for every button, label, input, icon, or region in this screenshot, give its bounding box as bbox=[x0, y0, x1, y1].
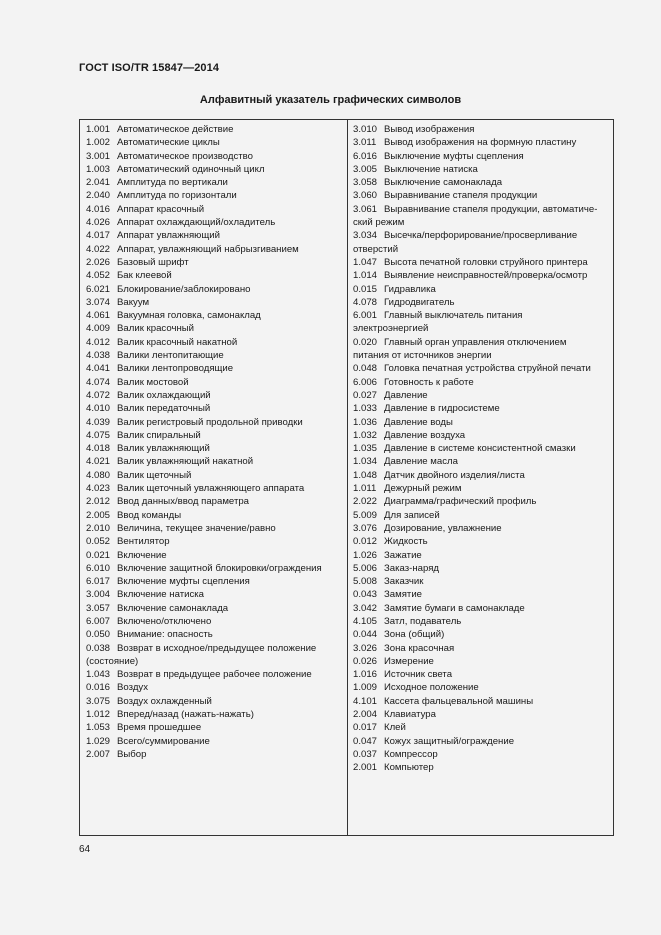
entry-code: 1.043 bbox=[86, 669, 111, 681]
entry-term: Аппарат увлажняющий bbox=[117, 230, 220, 242]
index-column-right bbox=[353, 123, 609, 775]
index-entry bbox=[353, 575, 609, 588]
entry-code: 3.058 bbox=[353, 177, 378, 189]
entry-term: питания от источников энергии bbox=[353, 350, 492, 362]
entry-code: 6.021 bbox=[86, 283, 111, 295]
entry-code: 0.038 bbox=[86, 642, 111, 654]
entry-code: 0.016 bbox=[86, 682, 111, 694]
entry-term: Давление в гидросистеме bbox=[384, 403, 500, 415]
entry-code: 1.014 bbox=[353, 270, 378, 282]
index-entry bbox=[86, 509, 344, 522]
index-entry bbox=[353, 469, 609, 482]
entry-term: Включение муфты сцепления bbox=[117, 576, 250, 588]
entry-term: Выключение натиска bbox=[384, 163, 478, 175]
index-entry bbox=[86, 229, 344, 242]
entry-code: 0.017 bbox=[353, 722, 378, 734]
entry-term: Валик охлаждающий bbox=[117, 389, 211, 401]
entry-term: Давление масла bbox=[384, 456, 458, 468]
index-entry bbox=[86, 628, 344, 641]
index-entry bbox=[86, 296, 344, 309]
entry-term: Высота печатной головки струйного принтера bbox=[384, 256, 588, 268]
entry-code: 6.006 bbox=[353, 376, 378, 388]
index-entry bbox=[353, 442, 609, 455]
entry-code: 3.074 bbox=[86, 296, 111, 308]
index-entry bbox=[86, 495, 344, 508]
entry-term: Вывод изображения bbox=[384, 124, 475, 135]
index-entry bbox=[86, 216, 344, 229]
entry-term: Воздух охлажденный bbox=[117, 695, 212, 707]
entry-term: Валик спиральный bbox=[117, 429, 201, 441]
index-entry bbox=[86, 362, 344, 375]
entry-term: Валик передаточный bbox=[117, 403, 211, 415]
entry-code: 4.061 bbox=[86, 310, 111, 322]
entry-term: Возврат в исходное/предыдущее положение bbox=[117, 642, 317, 654]
index-entry bbox=[86, 150, 344, 163]
entry-code: 1.002 bbox=[86, 137, 111, 149]
entry-term: Вакуум bbox=[117, 296, 150, 308]
index-entry bbox=[353, 482, 609, 495]
index-entry bbox=[86, 748, 344, 761]
entry-term: Затл, подаватель bbox=[384, 615, 462, 627]
entry-code: 4.022 bbox=[86, 243, 111, 255]
entry-term: Гидравлика bbox=[384, 283, 436, 295]
index-entry bbox=[86, 668, 344, 681]
entry-term: Готовность к работе bbox=[384, 376, 474, 388]
index-entry bbox=[86, 402, 344, 415]
entry-term: Аппарат красочный bbox=[117, 203, 205, 215]
index-entry bbox=[86, 243, 344, 256]
entry-code: 3.042 bbox=[353, 602, 378, 614]
index-entry bbox=[353, 495, 609, 508]
entry-code: 2.004 bbox=[353, 709, 378, 721]
entry-term: Валик увлажняющий bbox=[117, 443, 210, 455]
entry-term: Гидродвигатель bbox=[384, 296, 455, 308]
entry-code: 4.039 bbox=[86, 416, 111, 428]
entry-code: 1.048 bbox=[353, 469, 378, 481]
index-entry bbox=[86, 269, 344, 282]
entry-code: 6.007 bbox=[86, 615, 111, 627]
index-entry bbox=[86, 535, 344, 548]
index-entry bbox=[86, 322, 344, 335]
index-entry bbox=[86, 163, 344, 176]
index-entry bbox=[353, 522, 609, 535]
entry-code: 3.057 bbox=[86, 602, 111, 614]
entry-term: Клей bbox=[384, 722, 406, 734]
entry-code: 1.009 bbox=[353, 682, 378, 694]
entry-code: 2.001 bbox=[353, 762, 378, 774]
index-entry bbox=[86, 549, 344, 562]
entry-term: Валик щеточный bbox=[117, 469, 192, 481]
entry-term: Валик мостовой bbox=[117, 376, 189, 388]
entry-term: Кожух защитный/ограждение bbox=[384, 735, 515, 747]
entry-term: Внимание: опасность bbox=[117, 629, 213, 641]
index-entry bbox=[353, 708, 609, 721]
entry-term: отверстий bbox=[353, 243, 399, 255]
entry-term: ский режим bbox=[353, 217, 405, 229]
entry-code: 4.012 bbox=[86, 336, 111, 348]
entry-code: 4.009 bbox=[86, 323, 111, 335]
index-entry bbox=[353, 123, 609, 136]
entry-code: 1.001 bbox=[86, 124, 111, 135]
index-entry bbox=[353, 176, 609, 189]
entry-term: Замятие бумаги в самонакладе bbox=[384, 602, 525, 614]
entry-term: Заказчик bbox=[384, 576, 424, 588]
entry-code: 1.034 bbox=[353, 456, 378, 468]
entry-code: 1.026 bbox=[353, 549, 378, 561]
entry-term: (состояние) bbox=[86, 655, 139, 667]
index-entry bbox=[353, 642, 609, 655]
entry-term: Валики лентопроводящие bbox=[117, 363, 234, 375]
entry-code: 5.006 bbox=[353, 562, 378, 574]
entry-term: Выявление неисправностей/проверка/осмотр bbox=[384, 270, 588, 282]
index-entry bbox=[353, 203, 609, 216]
entry-term: Амплитуда по вертикали bbox=[117, 177, 228, 189]
index-entry bbox=[86, 429, 344, 442]
entry-term: Включено/отключено bbox=[117, 615, 212, 627]
entry-code: 0.020 bbox=[353, 336, 378, 348]
entry-code: 3.075 bbox=[86, 695, 111, 707]
index-entry bbox=[86, 735, 344, 748]
entry-term: Головка печатная устройства струйной печати bbox=[384, 363, 591, 375]
entry-term: Вакуумная головка, самонаклад bbox=[117, 310, 261, 322]
entry-term: Давление воды bbox=[384, 416, 453, 428]
index-entry bbox=[86, 376, 344, 389]
index-entry bbox=[86, 642, 344, 655]
entry-code: 1.011 bbox=[353, 483, 377, 495]
entry-term: Бак клеевой bbox=[117, 270, 172, 282]
index-entry bbox=[86, 336, 344, 349]
index-entry bbox=[353, 721, 609, 734]
index-entry bbox=[353, 322, 609, 335]
entry-term: Амплитуда по горизонтали bbox=[117, 190, 237, 202]
entry-code: 4.010 bbox=[86, 403, 111, 415]
standard-header: ГОСТ ISO/TR 15847—2014 bbox=[79, 62, 220, 74]
index-entry bbox=[353, 243, 609, 256]
entry-code: 4.021 bbox=[86, 456, 111, 468]
entry-term: Дозирование, увлажнение bbox=[384, 522, 502, 534]
entry-code: 2.005 bbox=[86, 509, 111, 521]
index-entry bbox=[353, 229, 609, 242]
entry-term: Компрессор bbox=[384, 748, 438, 760]
entry-code: 6.001 bbox=[353, 310, 378, 322]
entry-code: 1.012 bbox=[86, 709, 111, 721]
entry-term: Воздух bbox=[117, 682, 149, 694]
entry-term: Жидкость bbox=[384, 536, 428, 548]
entry-term: Аппарат охлаждающий/охладитель bbox=[117, 217, 276, 229]
entry-code: 3.010 bbox=[353, 124, 378, 135]
index-entry bbox=[86, 389, 344, 402]
entry-code: 3.001 bbox=[86, 150, 111, 162]
index-entry bbox=[86, 189, 344, 202]
index-entry bbox=[353, 588, 609, 601]
entry-term: Величина, текущее значение/равно bbox=[117, 522, 276, 534]
entry-code: 4.101 bbox=[353, 695, 378, 707]
entry-term: Вентилятор bbox=[117, 536, 170, 548]
entry-code: 1.036 bbox=[353, 416, 378, 428]
entry-term: Валик регистровый продольной приводки bbox=[117, 416, 303, 428]
index-entry bbox=[353, 416, 609, 429]
entry-term: Зона (общий) bbox=[384, 629, 445, 641]
entry-term: Автоматический одиночный цикл bbox=[117, 163, 265, 175]
index-entry bbox=[86, 203, 344, 216]
entry-code: 4.072 bbox=[86, 389, 111, 401]
entry-code: 3.004 bbox=[86, 589, 111, 601]
entry-code: 1.003 bbox=[86, 163, 111, 175]
entry-code: 1.033 bbox=[353, 403, 378, 415]
entry-code: 4.038 bbox=[86, 350, 111, 362]
entry-term: Компьютер bbox=[384, 762, 434, 774]
entry-code: 3.005 bbox=[353, 163, 378, 175]
entry-term: Автоматические циклы bbox=[117, 137, 220, 149]
index-entry bbox=[353, 216, 609, 229]
index-entry bbox=[353, 761, 609, 774]
index-entry bbox=[86, 615, 344, 628]
index-entry bbox=[86, 562, 344, 575]
page-number: 64 bbox=[79, 844, 91, 855]
index-entry bbox=[86, 455, 344, 468]
index-entry bbox=[353, 748, 609, 761]
entry-code: 6.017 bbox=[86, 576, 111, 588]
entry-term: Вывод изображения на формную пластину bbox=[384, 137, 577, 149]
entry-term: Датчик двойного изделия/листа bbox=[384, 469, 525, 481]
entry-code: 4.026 bbox=[86, 217, 111, 229]
column-divider bbox=[347, 120, 348, 835]
index-entry bbox=[86, 469, 344, 482]
entry-term: Автоматическое производство bbox=[117, 150, 254, 162]
index-entry bbox=[353, 549, 609, 562]
index-entry bbox=[353, 189, 609, 202]
entry-term: Выравнивание стапеля продукции bbox=[384, 190, 538, 202]
index-entry bbox=[353, 429, 609, 442]
index-entry bbox=[353, 376, 609, 389]
entry-code: 5.009 bbox=[353, 509, 378, 521]
entry-code: 3.011 bbox=[353, 137, 377, 149]
entry-term: Зажатие bbox=[384, 549, 422, 561]
entry-term: Давление bbox=[384, 389, 428, 401]
index-entry bbox=[353, 402, 609, 415]
index-entry bbox=[353, 150, 609, 163]
index-entry bbox=[353, 256, 609, 269]
index-entry bbox=[353, 296, 609, 309]
entry-code: 1.035 bbox=[353, 443, 378, 455]
index-entry bbox=[353, 336, 609, 349]
entry-code: 3.026 bbox=[353, 642, 378, 654]
entry-term: Базовый шрифт bbox=[117, 256, 189, 268]
entry-term: Давление в системе консистентной смазки bbox=[384, 443, 576, 455]
entry-term: Автоматическое действие bbox=[117, 124, 234, 135]
entry-code: 3.034 bbox=[353, 230, 378, 242]
entry-code: 2.012 bbox=[86, 496, 111, 508]
entry-code: 2.022 bbox=[353, 496, 378, 508]
index-column-left bbox=[86, 123, 344, 761]
entry-code: 2.040 bbox=[86, 190, 111, 202]
entry-term: Вперед/назад (нажать-нажать) bbox=[117, 709, 254, 721]
entry-term: Включение самонаклада bbox=[117, 602, 229, 614]
index-entry bbox=[353, 655, 609, 668]
entry-term: Ввод данных/ввод параметра bbox=[117, 496, 250, 508]
index-entry bbox=[353, 681, 609, 694]
entry-code: 3.076 bbox=[353, 522, 378, 534]
entry-term: Клавиатура bbox=[384, 709, 436, 721]
entry-code: 0.047 bbox=[353, 735, 378, 747]
entry-code: 4.074 bbox=[86, 376, 111, 388]
index-entry bbox=[353, 562, 609, 575]
entry-code: 3.061 bbox=[353, 203, 378, 215]
index-entry bbox=[86, 256, 344, 269]
entry-code: 1.032 bbox=[353, 429, 378, 441]
entry-code: 0.043 bbox=[353, 589, 378, 601]
entry-term: Главный выключатель питания bbox=[384, 310, 523, 322]
index-entry bbox=[86, 655, 344, 668]
entry-term: Валик красочный bbox=[117, 323, 195, 335]
entry-term: Для записей bbox=[384, 509, 440, 521]
index-entry bbox=[86, 349, 344, 362]
index-entry bbox=[353, 628, 609, 641]
entry-term: Зона красочная bbox=[384, 642, 455, 654]
index-entry bbox=[86, 416, 344, 429]
index-entry bbox=[353, 455, 609, 468]
entry-term: Выключение муфты сцепления bbox=[384, 150, 524, 162]
entry-term: Включение защитной блокировки/ограждения bbox=[117, 562, 322, 574]
index-entry bbox=[86, 136, 344, 149]
index-entry bbox=[353, 269, 609, 282]
entry-code: 0.048 bbox=[353, 363, 378, 375]
entry-term: Валик красочный накатной bbox=[117, 336, 238, 348]
index-entry bbox=[86, 482, 344, 495]
index-entry bbox=[86, 602, 344, 615]
index-entry bbox=[353, 735, 609, 748]
index-entry bbox=[86, 721, 344, 734]
entry-term: Высечка/перфорирование/просверливание bbox=[384, 230, 578, 242]
entry-code: 4.023 bbox=[86, 483, 111, 495]
entry-code: 0.037 bbox=[353, 748, 378, 760]
entry-code: 5.008 bbox=[353, 576, 378, 588]
entry-term: Включение bbox=[117, 549, 167, 561]
entry-term: Выключение самонаклада bbox=[384, 177, 503, 189]
index-entry bbox=[353, 309, 609, 322]
index-entry bbox=[86, 708, 344, 721]
entry-term: Источник света bbox=[384, 669, 453, 681]
entry-code: 0.015 bbox=[353, 283, 378, 295]
entry-term: Включение натиска bbox=[117, 589, 204, 601]
entry-code: 0.044 bbox=[353, 629, 378, 641]
entry-code: 4.052 bbox=[86, 270, 111, 282]
index-entry bbox=[353, 163, 609, 176]
entry-code: 0.027 bbox=[353, 389, 378, 401]
entry-code: 1.047 bbox=[353, 256, 378, 268]
index-entry bbox=[86, 575, 344, 588]
index-entry bbox=[353, 615, 609, 628]
entry-code: 3.060 bbox=[353, 190, 378, 202]
entry-code: 0.026 bbox=[353, 655, 378, 667]
entry-term: Главный орган управления отключением bbox=[384, 336, 567, 348]
entry-term: Валик щеточный увлажняющего аппарата bbox=[117, 483, 305, 495]
entry-term: Исходное положение bbox=[384, 682, 479, 694]
page-title: Алфавитный указатель графических символов bbox=[199, 94, 462, 106]
entry-term: Диаграмма/графический профиль bbox=[384, 496, 537, 508]
index-entry bbox=[86, 588, 344, 601]
entry-term: Валики лентопитающие bbox=[117, 350, 224, 362]
index-entry bbox=[86, 695, 344, 708]
index-entry bbox=[86, 309, 344, 322]
entry-term: Время прошедшее bbox=[117, 722, 202, 734]
index-entry bbox=[353, 362, 609, 375]
entry-code: 4.041 bbox=[86, 363, 111, 375]
entry-code: 0.021 bbox=[86, 549, 111, 561]
entry-code: 0.050 bbox=[86, 629, 111, 641]
entry-code: 6.010 bbox=[86, 562, 111, 574]
entry-code: 4.080 bbox=[86, 469, 111, 481]
index-entry bbox=[353, 136, 609, 149]
index-entry bbox=[353, 509, 609, 522]
entry-code: 1.029 bbox=[86, 735, 111, 747]
index-entry bbox=[353, 389, 609, 402]
entry-code: 4.075 bbox=[86, 429, 111, 441]
entry-term: Дежурный режим bbox=[384, 483, 462, 495]
entry-code: 6.016 bbox=[353, 150, 378, 162]
index-table bbox=[79, 119, 614, 836]
entry-code: 1.016 bbox=[353, 669, 378, 681]
entry-term: Блокирование/заблокировано bbox=[117, 283, 251, 295]
index-entry bbox=[86, 123, 344, 136]
entry-code: 4.105 bbox=[353, 615, 378, 627]
index-entry bbox=[353, 535, 609, 548]
index-entry bbox=[86, 522, 344, 535]
entry-code: 2.026 bbox=[86, 256, 111, 268]
entry-term: Замятие bbox=[384, 589, 423, 601]
entry-code: 0.012 bbox=[353, 536, 378, 548]
entry-term: Возврат в предыдущее рабочее положение bbox=[117, 669, 312, 681]
index-entry bbox=[353, 349, 609, 362]
index-entry bbox=[86, 283, 344, 296]
entry-term: Аппарат, увлажняющий набрызгиванием bbox=[117, 243, 299, 255]
index-entry bbox=[353, 668, 609, 681]
index-entry bbox=[353, 283, 609, 296]
index-entry bbox=[353, 602, 609, 615]
entry-term: Измерение bbox=[384, 655, 434, 667]
entry-code: 4.017 bbox=[86, 230, 111, 242]
entry-code: 4.078 bbox=[353, 296, 378, 308]
index-entry bbox=[86, 176, 344, 189]
entry-term: Валик увлажняющий накатной bbox=[117, 456, 254, 468]
entry-code: 2.007 bbox=[86, 748, 111, 760]
entry-term: Ввод команды bbox=[117, 509, 182, 521]
entry-term: электроэнергией bbox=[353, 323, 429, 335]
entry-code: 4.018 bbox=[86, 443, 111, 455]
entry-term: Кассета фальцевальной машины bbox=[384, 695, 534, 707]
entry-term: Выравнивание стапеля продукции, автоматиче- bbox=[384, 203, 598, 215]
entry-code: 0.052 bbox=[86, 536, 111, 548]
entry-code: 1.053 bbox=[86, 722, 111, 734]
entry-code: 2.010 bbox=[86, 522, 111, 534]
index-entry bbox=[86, 681, 344, 694]
entry-term: Заказ-наряд bbox=[384, 562, 440, 574]
entry-code: 2.041 bbox=[86, 177, 111, 189]
index-entry bbox=[353, 695, 609, 708]
entry-term: Выбор bbox=[117, 748, 147, 760]
entry-term: Всего/суммирование bbox=[117, 735, 210, 747]
entry-code: 4.016 bbox=[86, 203, 111, 215]
index-entry bbox=[86, 442, 344, 455]
entry-term: Давление воздуха bbox=[384, 429, 466, 441]
